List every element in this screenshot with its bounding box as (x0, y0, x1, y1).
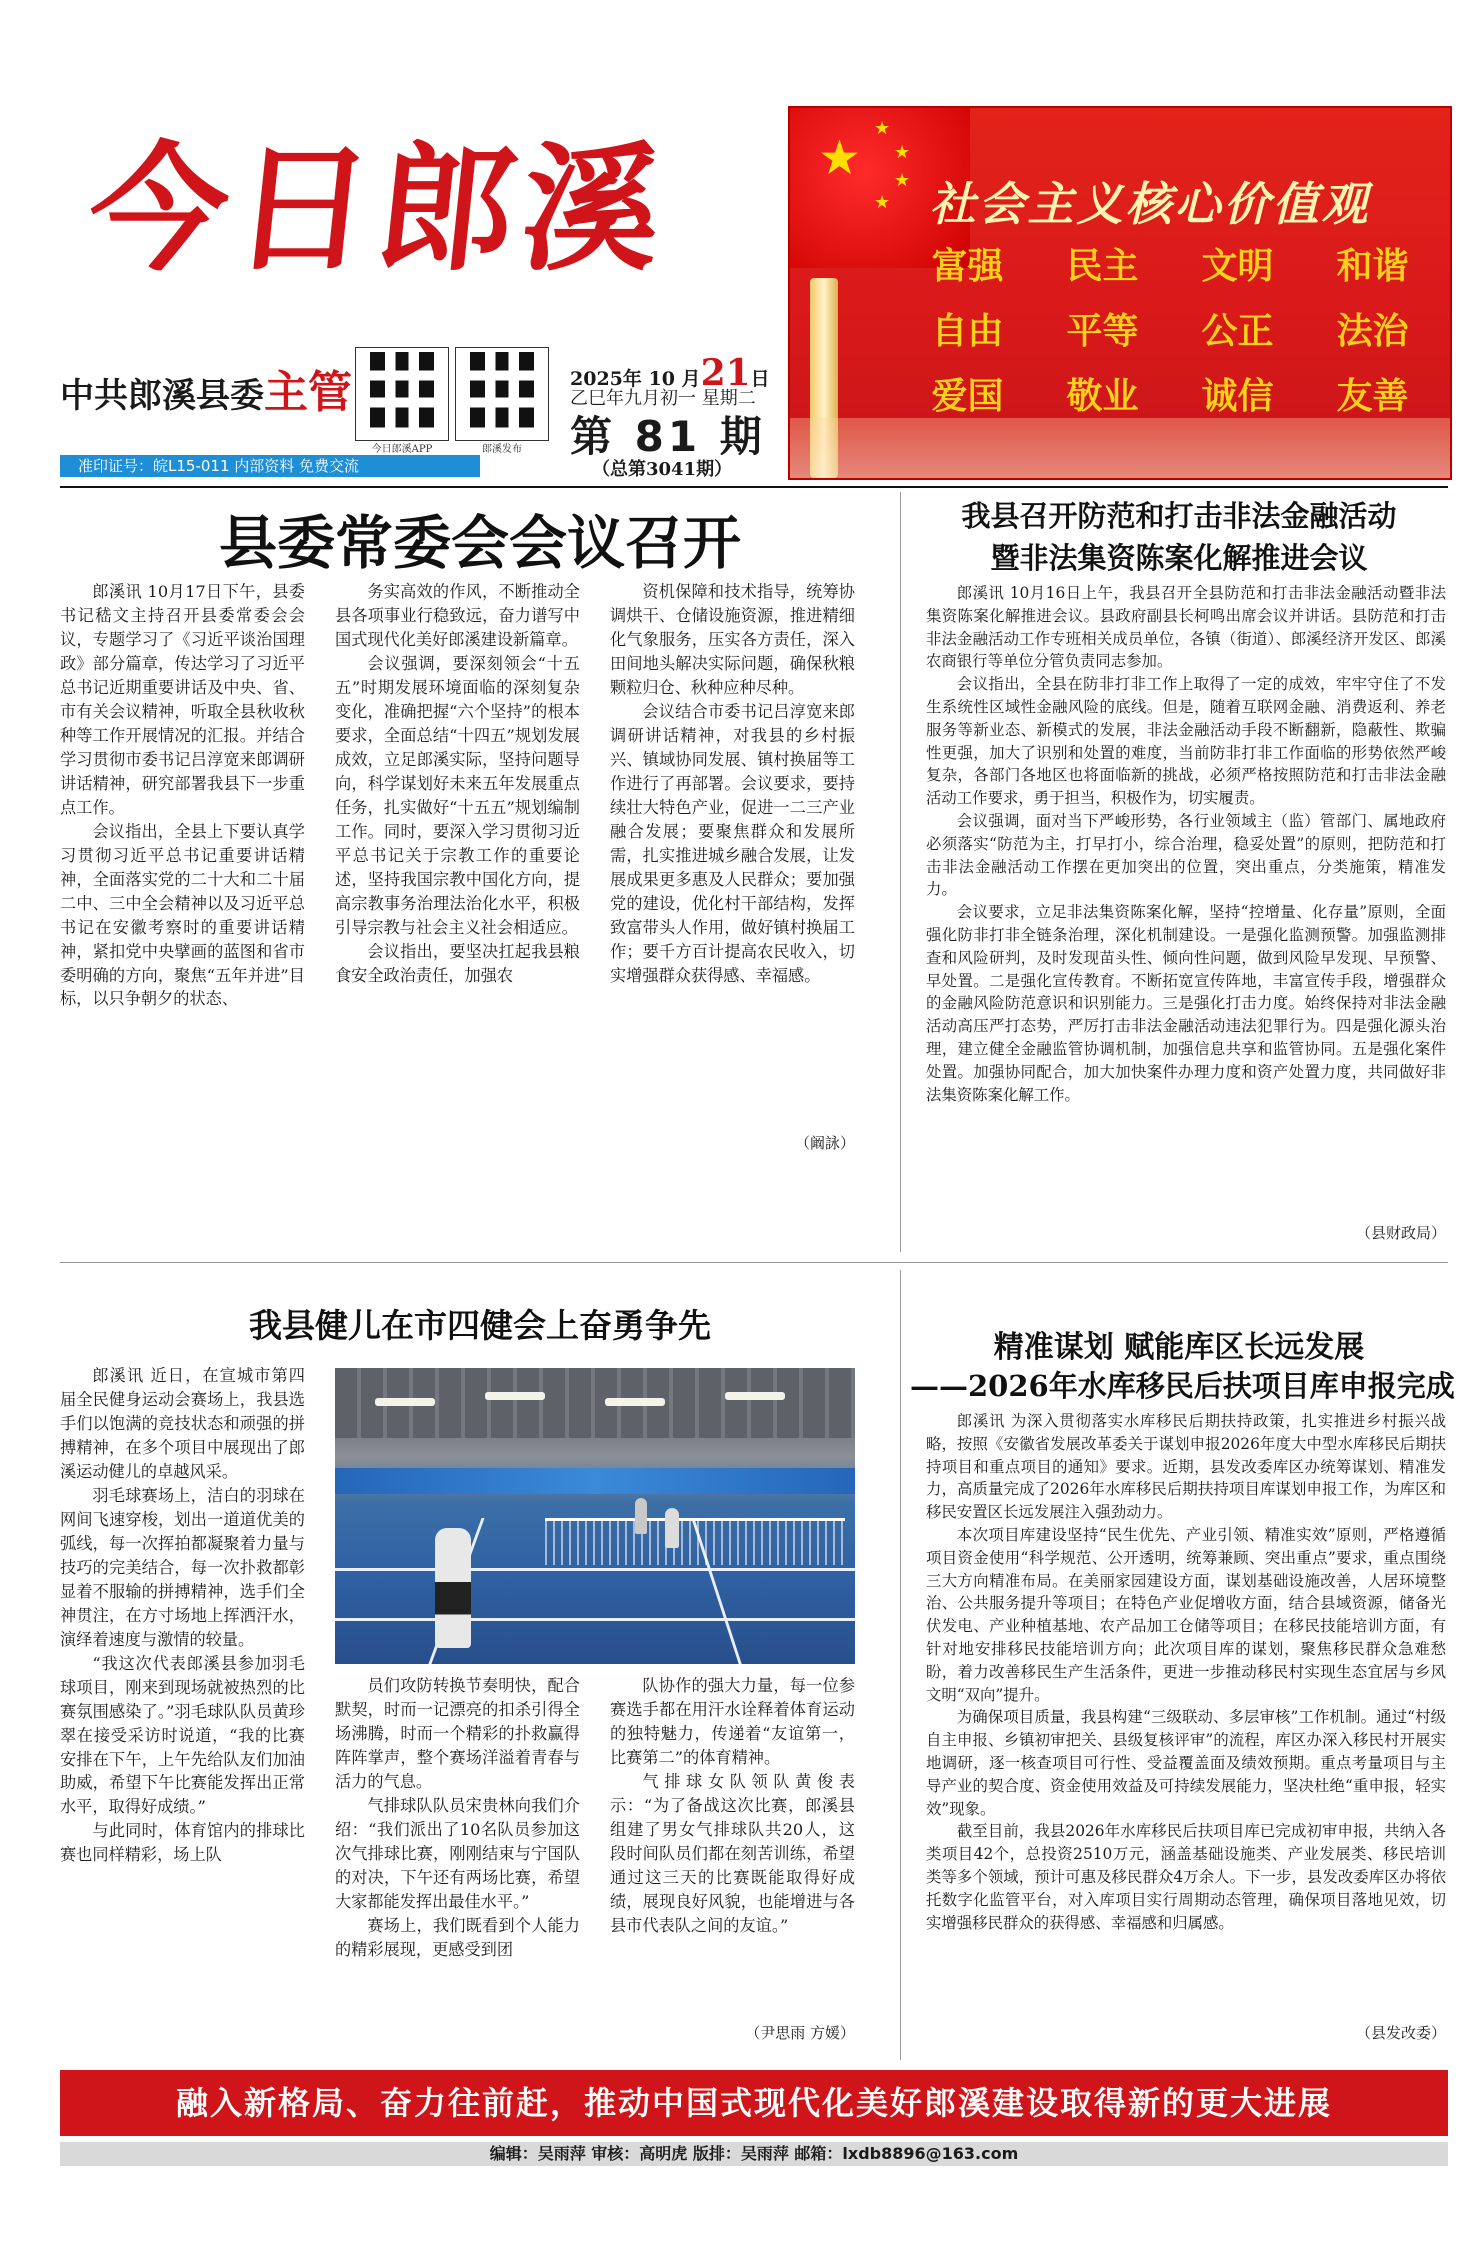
paragraph: 郎溪讯 为深入贯彻落实水库移民后期扶持政策，扎实推进乡村振兴战略，按照《安徽省发展改革委关于谋划申报2026年度大中型水库移民后期扶持项目和重点项目的通知》要求。近期，县发改委库区办统筹谋划、精准发力，高质量完成了2026年水库移民后期扶持项目库谋划申报工作，为库区和移民安置区长远发展注入强劲动力。 (926, 1412, 1446, 1522)
a3-credit: （尹思雨 方媛） (745, 2024, 855, 2042)
a1-column-3 (610, 580, 855, 1130)
date-text: 2025年 10 月 (570, 368, 701, 390)
paragraph: “我这次代表郎溪县参加羽毛球项目，刚来到现场就被热烈的比赛氛围感染了。”羽毛球队队员黄珍翠在接受采访时说道，“我的比赛安排在下午，上午先给队友们加油助威，希望下午比赛能发挥出正常水平，取得好成绩。” (60, 1653, 305, 1817)
paragraph: 队协作的强大力量，每一位参赛选手都在用汗水诠释着体育运动的独特魅力，传递着“友谊第一，比赛第二”的体育精神。 (610, 1676, 855, 1767)
core-value: 诚信 (1201, 376, 1274, 417)
player-figure (665, 1508, 679, 1548)
paragraph: 会议指出，要坚决扛起我县粮食安全政治责任，加强农 (335, 941, 580, 985)
core-value: 自由 (931, 311, 1004, 352)
core-value: 公正 (1201, 311, 1274, 352)
paragraph: 郎溪讯 近日，在宣城市第四届全民健身运动会赛场上，我县选手们以饱满的竞技状态和顽强的拼搏精神，在多个项目中展现出了郎溪运动健儿的卓越风采。 (60, 1366, 305, 1481)
paragraph: 为确保项目质量，我县构建“三级联动、多层审核”工作机制。通过“村级自主申报、乡镇初审把关、县级复核评审”的流程，库区办深入移民村开展实地调研，逐一核查项目可行性、受益覆盖面及绩效预期。重点考量项目与主导产业的契合度、资金使用效益及可持续发展能力，坚决杜绝“重申报，轻实效”现象。 (926, 1708, 1446, 1818)
qr-app[interactable] (356, 348, 448, 455)
court-line (335, 1568, 855, 1571)
column-divider (900, 1270, 901, 2060)
star-icon: ★ (894, 142, 911, 163)
a4-headline-line2: ——2026年水库移民后扶项目库申报完成 (910, 1369, 1455, 1403)
qr-publish-label: 郎溪发布 (482, 444, 522, 455)
net-graphic (545, 1518, 845, 1565)
court-line (335, 1618, 855, 1621)
column-divider (900, 492, 901, 1252)
a2-credit: （县财政局） (1355, 1224, 1446, 1242)
qr-code-icon (356, 348, 448, 440)
core-value: 平等 (1066, 311, 1139, 352)
star-icon: ★ (894, 170, 911, 191)
permit-bar: 准印证号：皖L15-011 内部资料 免费交流 (60, 455, 480, 477)
core-value: 法治 (1336, 311, 1409, 352)
header-rule (60, 486, 1448, 488)
light-icon (485, 1392, 545, 1400)
light-icon (375, 1398, 435, 1406)
a4-headline-line1: 精准谋划 赋能库区长远发展 (993, 1330, 1365, 1365)
qr-publish[interactable] (456, 348, 548, 455)
a3-column-3 (610, 1674, 855, 2014)
a2-body (926, 582, 1446, 1222)
light-icon (605, 1398, 665, 1406)
a3-headline: 我县健儿在市四健会上奋勇争先 (249, 1306, 711, 1345)
a4-body (926, 1410, 1446, 2020)
supervisor-line (60, 356, 352, 420)
issue-number: 第 81 期 (570, 412, 766, 461)
core-value: 友善 (1336, 376, 1409, 417)
paragraph: 气排球队队员宋贵林向我们介绍：“我们派出了10名队员参加这次气排球比赛，刚刚结束与宁国队的对决，下午还有两场比赛，希望大家都能发挥出最佳水平。” (335, 1795, 580, 1911)
lunar-date: 乙巳年九月初一 星期二 (570, 388, 756, 409)
paragraph: 郎溪讯 10月17日下午，县委书记嵇文主持召开县委常委会会议，专题学习了《习近平谈治国理政》部分篇章，传达学习了习近平总书记近期重要讲话及中央、省、市有关会议精神，听取全县秋收秋种等工作开展情况的汇报。并结合学习贯彻市委书记吕淳宽来郎调研讲话精神，研究部署我县下一步重点工作。 (60, 582, 305, 817)
core-value: 和谐 (1336, 246, 1409, 287)
banner-title: 社会主义核心价值观 (929, 177, 1371, 231)
player-figure (635, 1498, 647, 1534)
supervisor-red: 主管 (264, 367, 352, 418)
paragraph: 会议强调，要深刻领会“十五五”时期发展环境面临的深刻复杂变化，准确把握“六个坚持”的根本要求，全面总结“十四五”规划发展成效，立足郎溪实际，坚持问题导向，科学谋划好未来五年发展重点任务，扎实做好“十五五”规划编制工作。同时，要深入学习贯彻习近平总书记关于宗教工作的重要论述，坚持我国宗教中国化方向，提高宗教事务治理法治化水平，积极引导宗教与社会主义社会相适应。 (335, 653, 580, 937)
paragraph: 与此同时，体育馆内的排球比赛也同样精彩，场上队 (60, 1821, 305, 1865)
a1-column-2 (335, 580, 580, 1160)
star-icon: ★ (818, 130, 862, 186)
paragraph: 赛场上，我们既看到个人能力的精彩展现，更感受到团 (335, 1915, 580, 1959)
paragraph: 资机保障和技术指导，统筹协调烘干、仓储设施资源，推进精细化气象服务，压实各方责任，深入田间地头解决实际问题，确保秋粮颗粒归仓、秋种应种尽种。 (610, 582, 855, 697)
paragraph: 员们攻防转换节奏明快，配合默契，时而一记漂亮的扣杀引得全场沸腾，时而一个精彩的扑救赢得阵阵掌声，整个赛场洋溢着青春与活力的气息。 (335, 1676, 580, 1791)
core-value: 民主 (1066, 246, 1139, 287)
paragraph: 本次项目库建设坚持“民生优先、产业引领、精准实效”原则，严格遵循项目资金使用“科学规范、公开透明，统筹兼顾、突出重点”要求，重点围绕三大方向精准布局。在美丽家园建设方面，谋划基础设施改善，人居环境整治、公共服务提升等项目；在特色产业促增收方面，结合县域资源，储备光伏发电、产业种植基地、农产品加工仓储等项目；在移民技能培训方面，有针对地安排移民技能培训方向；此次项目库的谋划，聚焦移民群众急难愁盼，着力改善移民生产生活条件，更进一步推动移民村实现生态宜居与乡风文明“双向”提升。 (926, 1525, 1446, 1704)
paragraph: 气排球女队领队黄俊表示：“为了备战这次比赛，郎溪县组建了男女气排球队共20人，这段时间队员们都在刻苦训练，希望通过这三天的比赛既能取得好成绩，展现良好风貌，也能增进与各县市代表队之间的友谊。” (610, 1771, 855, 1935)
total-issue: （总第3041期） (592, 459, 733, 480)
paragraph: 会议指出，全县上下要认真学习贯彻习近平总书记重要讲话精神，全面落实党的二十大和二十届二中、三中全会精神以及习近平总书记在安徽考察时的重要讲话精神，紧扣党中央擘画的蓝图和省市委明确的方向，聚焦“五年并进”目标，以只争朝夕的状态、 (60, 821, 305, 1009)
date-day: 21 (700, 352, 751, 394)
star-icon: ★ (874, 192, 891, 213)
supervisor-prefix: 中共郎溪县委 (60, 376, 264, 416)
core-value: 富强 (931, 246, 1004, 287)
core-value: 爱国 (931, 376, 1004, 417)
newspaper-title: 今日郎溪 (81, 127, 675, 290)
core-values-grid (900, 238, 1440, 419)
paragraph: 羽毛球赛场上，洁白的羽球在网间飞速穿梭，划出一道道优美的弧线，每一次挥拍都凝聚着力量与技巧的完美结合，每一次扑救都彰显着不服输的拼搏精神，选手们全神贯注，在方寸场地上挥洒汗水，演绎着速度与激情的较量。 (60, 1485, 305, 1649)
core-value: 敬业 (1066, 376, 1139, 417)
editor-footer: 编辑：吴雨萍 审核：高明虎 版排：吴雨萍 邮箱：lxdb8896@163.com (60, 2142, 1448, 2166)
player-figure (435, 1528, 471, 1648)
paragraph: 会议要求，立足非法集资陈案化解，坚持“控增量、化存量”原则，全面强化防非打非全链条治理，深化机制建设。一是强化监测预警。加强监测排查和风险研判，及时发现苗头性、倾向性问题，做到风险早发现、早预警、早处置。二是强化宣传教育。不断拓宽宣传阵地，丰富宣传手段，增强群众的金融风险防范意识和识别能力。三是强化打击力度。始终保持对非法金融活动高压严打态势，严厉打击非法金融活动违法犯罪行为。四是强化源头治理，建立健全金融监管协调机制，加强信息共享和监管协同。五是强化案件处置。加强协同配合，加大加快案件办理力度和资产处置力度，共同做好非法集资陈案化解工作。 (926, 903, 1446, 1104)
slogan-bar: 融入新格局、奋力往前赶，推动中国式现代化美好郎溪建设取得新的更大进展 (60, 2070, 1448, 2136)
a1-credit: （阚詠） (794, 1134, 855, 1152)
badminton-photo (335, 1368, 855, 1664)
paragraph: 会议结合市委书记吕淳宽来郎调研讲话精神，对我县的乡村振兴、镇域协同发展、镇村换届等工作进行了再部署。会议要求，要持续壮大特色产业，促进一二三产业融合发展；要聚焦群众和发展所需，扎实推进城乡融合发展，让发展成果更多惠及人民群众；要加强党的建设，优化村干部结构，发挥致富带头人作用，做好镇村换届工作；要千方百计提高农民收入，切实增强群众获得感、幸福感。 (610, 701, 855, 985)
a1-column-1 (60, 580, 305, 1160)
a3-column-2 (335, 1674, 580, 2044)
qr-code-icon (456, 348, 548, 440)
star-icon: ★ (874, 118, 891, 139)
great-wall-graphic (790, 418, 1450, 478)
a1-headline: 县委常委会会议召开 (218, 509, 741, 577)
core-values-banner (788, 106, 1452, 480)
paragraph: 会议指出，全县在防非打非工作上取得了一定的成效，牢牢守住了不发生系统性区域性金融风险的底线。但是，随着互联网金融、消费返利、养老服务等新业态、新模式的发展，非法金融活动手段不断翻新，隐蔽性、欺骗性更强，加大了识别和处置的难度，当前防非打非工作面临的形势依然严峻复杂，各部门各地区也将面临新的挑战，必须严格按照防范和打击非法金融活动工作要求，勇于担当，积极作为，切实履责。 (926, 675, 1446, 808)
paragraph: 截至目前，我县2026年水库移民后扶项目库已完成初审申报，共纳入各类项目42个，总投资2510万元，涵盖基础设施类、产业发展类、移民培训类等多个领域，预计可惠及移民群众4万余人。下一步，县发改委库区办将依托数字化监管平台，对入库项目实行周期动态管理，确保项目落地见效，切实增强移民群众的获得感、幸福感和归属感。 (926, 1822, 1446, 1932)
paragraph: 务实高效的作风，不断推动全县各项事业行稳致远，奋力谱写中国式现代化美好郎溪建设新篇章。 (335, 582, 580, 649)
a2-headline-line2: 暨非法集资陈案化解推进会议 (990, 541, 1368, 575)
date-suffix: 日 (750, 368, 770, 390)
a3-column-1 (60, 1364, 305, 2044)
light-icon (725, 1392, 785, 1400)
hall-banner-graphic (335, 1468, 855, 1494)
paragraph: 郎溪讯 10月16日上午，我县召开全县防范和打击非法金融活动暨非法集资陈案化解推进会议。县政府副县长柯鸣出席会议并讲话。县防范和打击非法金融活动工作专班相关成员单位，各镇（街道）、郎溪经济开发区、郎溪农商银行等单位分管负责同志参加。 (926, 584, 1446, 671)
a2-headline-line1: 我县召开防范和打击非法金融活动 (961, 499, 1397, 533)
core-value: 文明 (1201, 246, 1274, 287)
a4-credit: （县发改委） (1355, 2024, 1446, 2042)
qr-app-label: 今日郎溪APP (371, 444, 433, 455)
section-divider (60, 1262, 1448, 1263)
paragraph: 会议强调，面对当下严峻形势，各行业领域主（监）管部门、属地政府必须落实“防范为主，打早打小，综合治理，稳妥处置”的原则，把防范和打击非法金融活动工作摆在更加突出的位置，突出重点，分类施策，精准发力。 (926, 811, 1446, 899)
